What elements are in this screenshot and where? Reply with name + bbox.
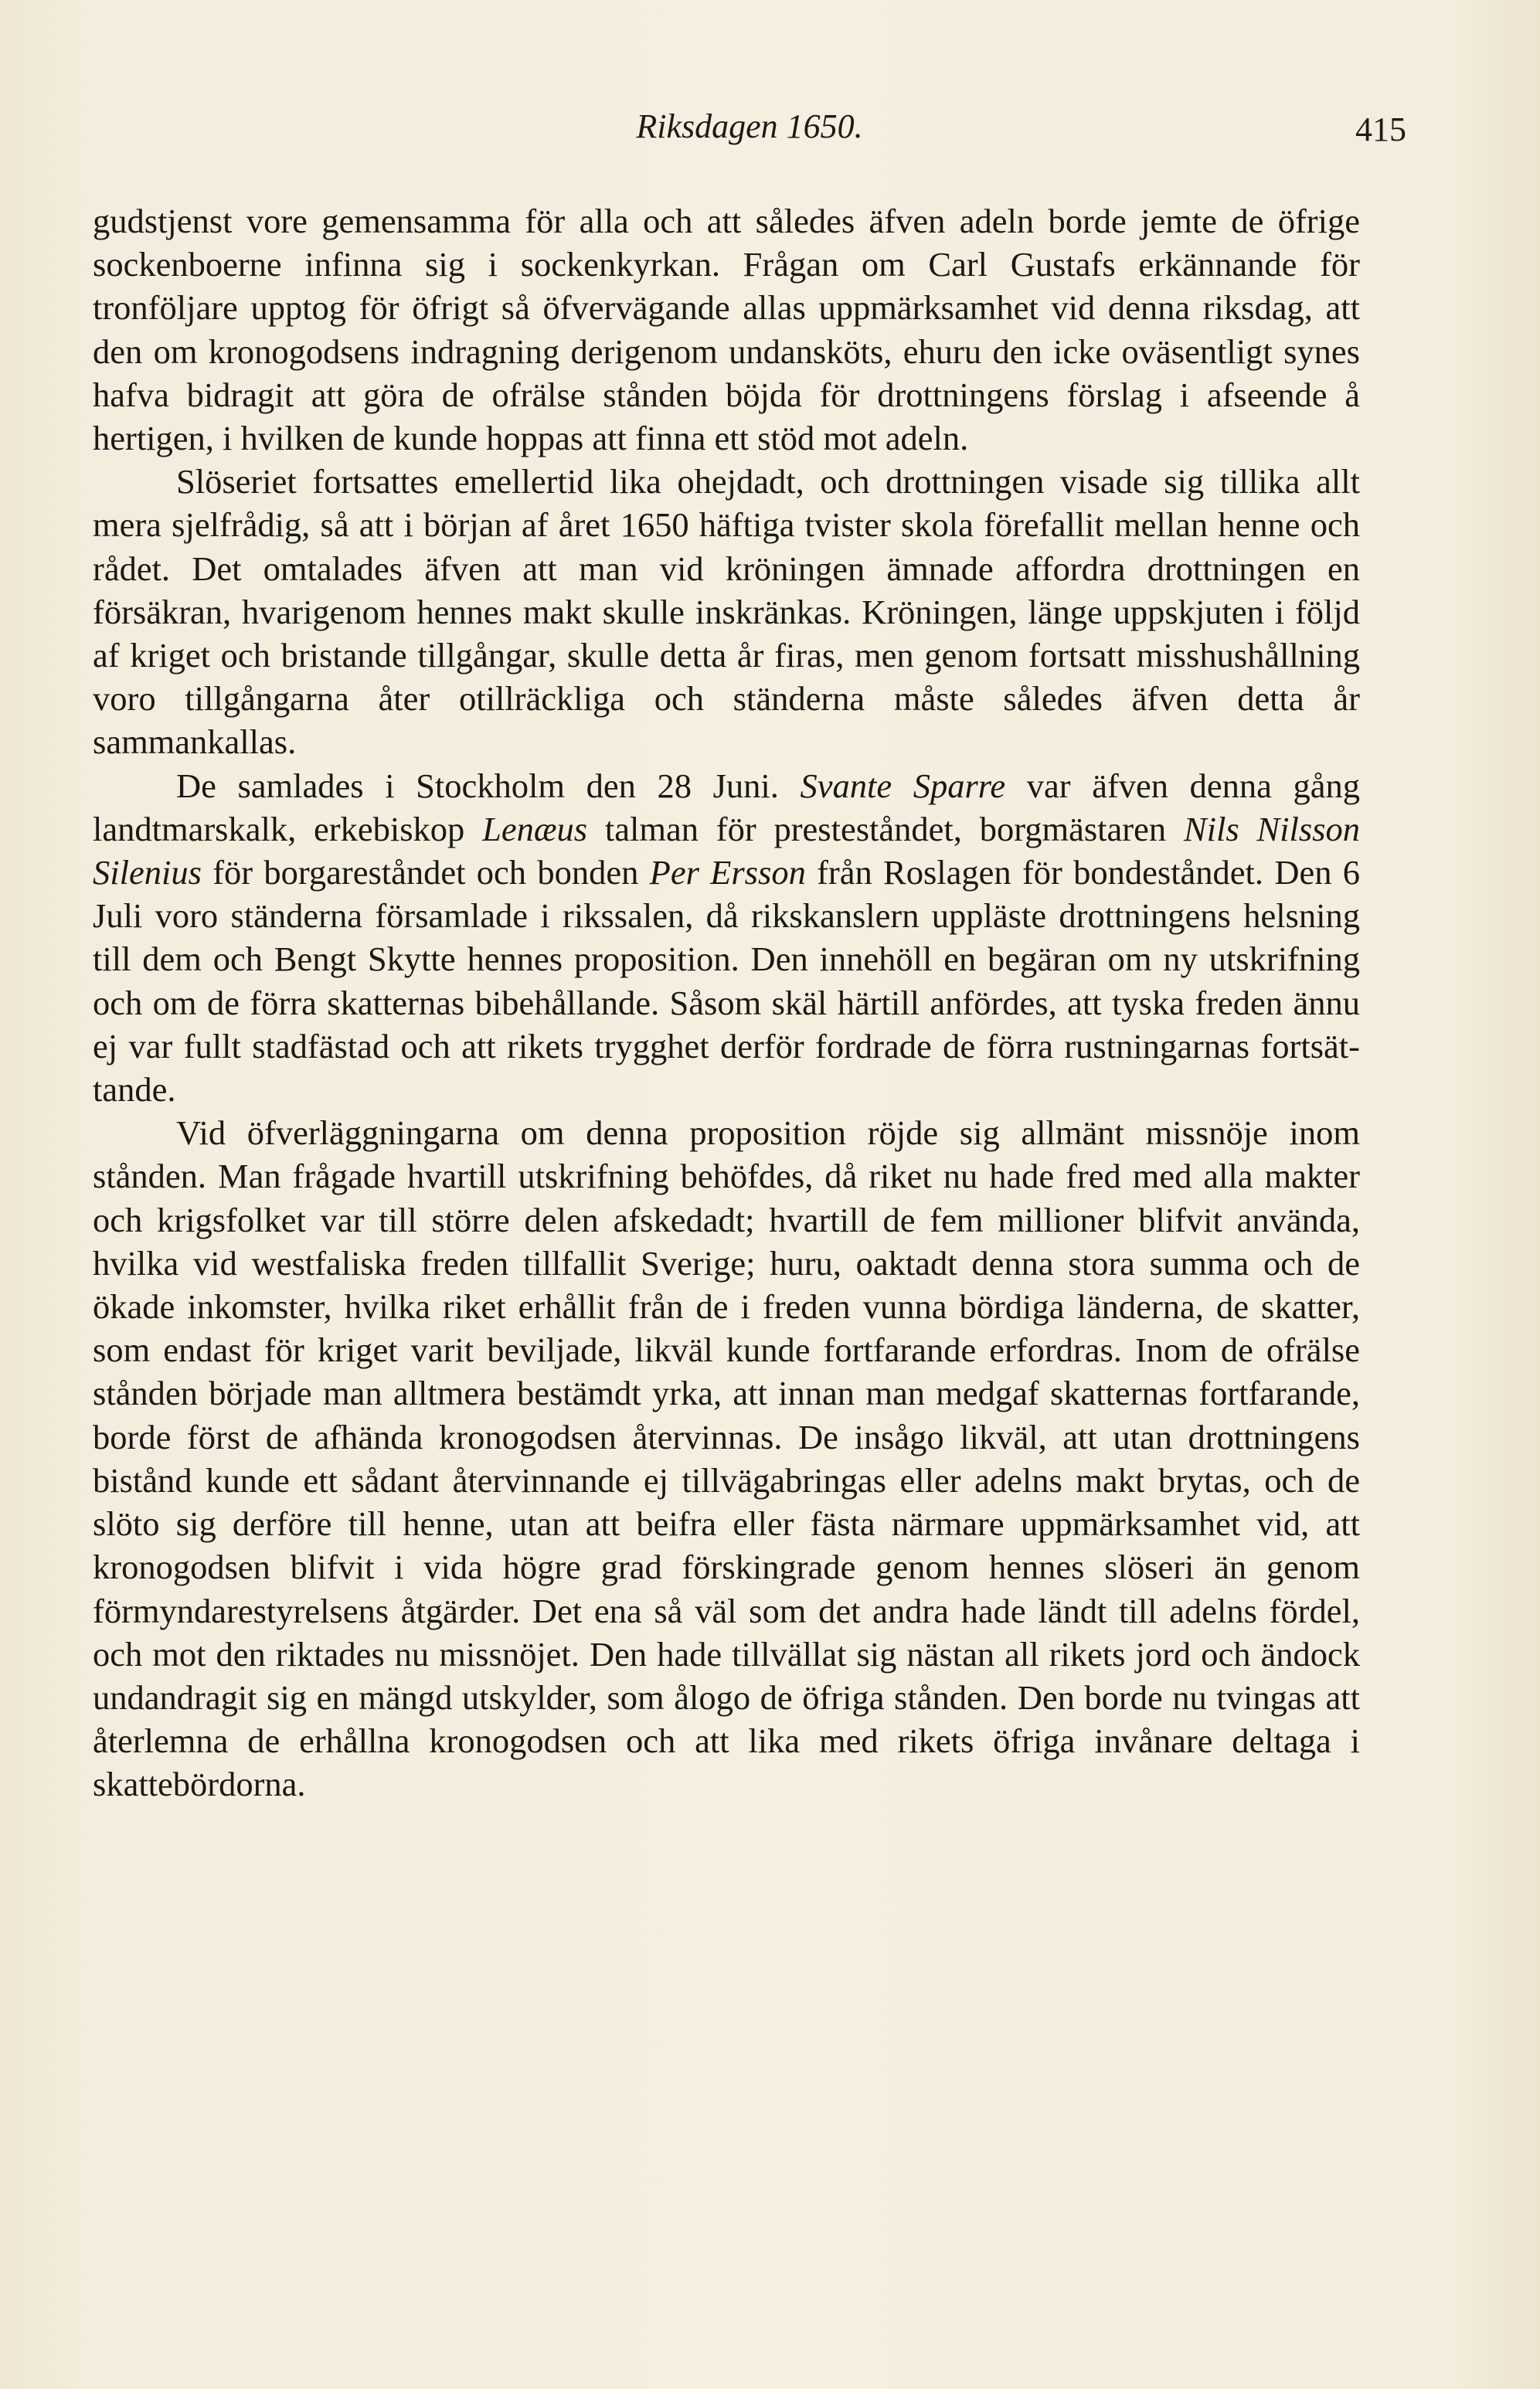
page-header <box>93 107 1406 161</box>
body-text <box>93 199 1360 1806</box>
paragraph <box>93 1111 1360 1806</box>
italic-name: Svante Sparre <box>800 766 1006 805</box>
text-segment: Vid öfverläggningarna om denna proposition röjde sig allmänt missnöje inom stånden. Man frågade hvartill utskrifning behöfdes, då riket nu hade fred med alla makter och krigsfolket var till större delen afskedadt; hvartill de fem millioner blifvit använda, hvilka vid westfaliska freden tillfallit Sverige; huru, oaktadt denna stora summa och de ökade inkomster, hvilka riket erhållit från de i freden vunna bördiga länderna, de skatter, som endast för kriget varit beviljade, likväl kunde fortfarande erfordras. Inom de ofrälse stånden började man alltmera bestämdt yrka, att innan man medgaf skatternas fortfarande, borde först de afhända kronogodsen återvinnas. De insågo likväl, att utan drottningens bistånd kunde ett sådant återvinnande ej tillvägabringas eller adelns makt brytas, och de slöto sig derföre till henne, utan att beifra eller fästa närmare uppmärksamhet vid, att kronogodsen blifvit i vida högre grad förskingrade genom hennes slöseri än genom förmyndarestyrelsens åtgärder. Det ena så väl som det andra hade ländt till adelns fördel, och mot den riktades nu missnöjet. Den hade tillvällat sig nästan all rikets jord och ändock undandragit sig en mängd utskylder, som ålogo de öfriga stånden. Den borde nu tvingas att återlemna de erhållna kronogodsen och att lika med rikets öfriga invånare deltaga i skattebördorna. <box>93 1113 1360 1804</box>
text-segment: Slöseriet fortsattes emellertid lika ohejdadt, och drottningen visade sig tillika allt mera sjelfrådig, så att i början af året 1650 häftiga tvister skola förefallit mellan henne och rådet. Det omtalades äfven att man vid kröningen ämnade affordra drottningen en försäkran, hvarigenom hennes makt skulle inskränkas. Kröningen, länge uppskjuten i följd af kriget och bristande tillgångar, skulle detta år firas, men genom fortsatt misshushållning voro tillgångarna åter otillräckliga och ständerna måste således äfven detta år sammankallas. <box>93 462 1360 762</box>
paragraph <box>93 460 1360 763</box>
text-segment: gudstjenst vore gemensamma för alla och att således äfven adeln borde jemte de öfrige sockenboerne infinna sig i sockenkyrkan. Frågan om Carl Gustafs erkännande för tronföljare upptog för öfrigt så öfvervägande allas uppmärksamhet vid denna riksdag, att den om kronogodsens indragning derigenom undansköts, ehuru den icke oväsentligt synes hafva bidragit att göra de ofrälse stånden böjda för drottningens förslag i afseende å hertigen, i hvilken de kunde hoppas att finna ett stöd mot adeln. <box>93 202 1360 458</box>
paragraph <box>93 199 1360 460</box>
italic-name: Lenæus <box>482 809 588 848</box>
text-segment: var äfven denna gång landtmarskalk, erkebiskop <box>93 766 1360 848</box>
page-number: 415 <box>1355 110 1406 148</box>
running-title: Riksdagen 1650. <box>636 107 863 145</box>
text-segment: talman för presteståndet, borgmästaren <box>587 809 1184 848</box>
text-segment: för borgareståndet och bonden <box>201 853 650 892</box>
text-segment: från Roslagen för bondeståndet. Den 6 Juli voro ständerna församlade i rikssalen, då rikskanslern uppläste drottningens helsning till dem och Bengt Skytte hennes proposition. Den innehöll en begäran om ny utskrifning och om de förra skatternas bibehållande. Såsom skäl härtill anfördes, att tyska freden ännu ej var fullt stadfästad och att rikets trygghet derför fordrade de förra rustningarnas fortsättande. <box>93 853 1361 1110</box>
italic-name: Per Ersson <box>649 853 806 892</box>
text-segment: De samlades i Stockholm den 28 Juni. <box>176 766 801 805</box>
italic-name: Nils Nilsson Silenius <box>93 809 1360 892</box>
paragraph <box>93 764 1360 1112</box>
